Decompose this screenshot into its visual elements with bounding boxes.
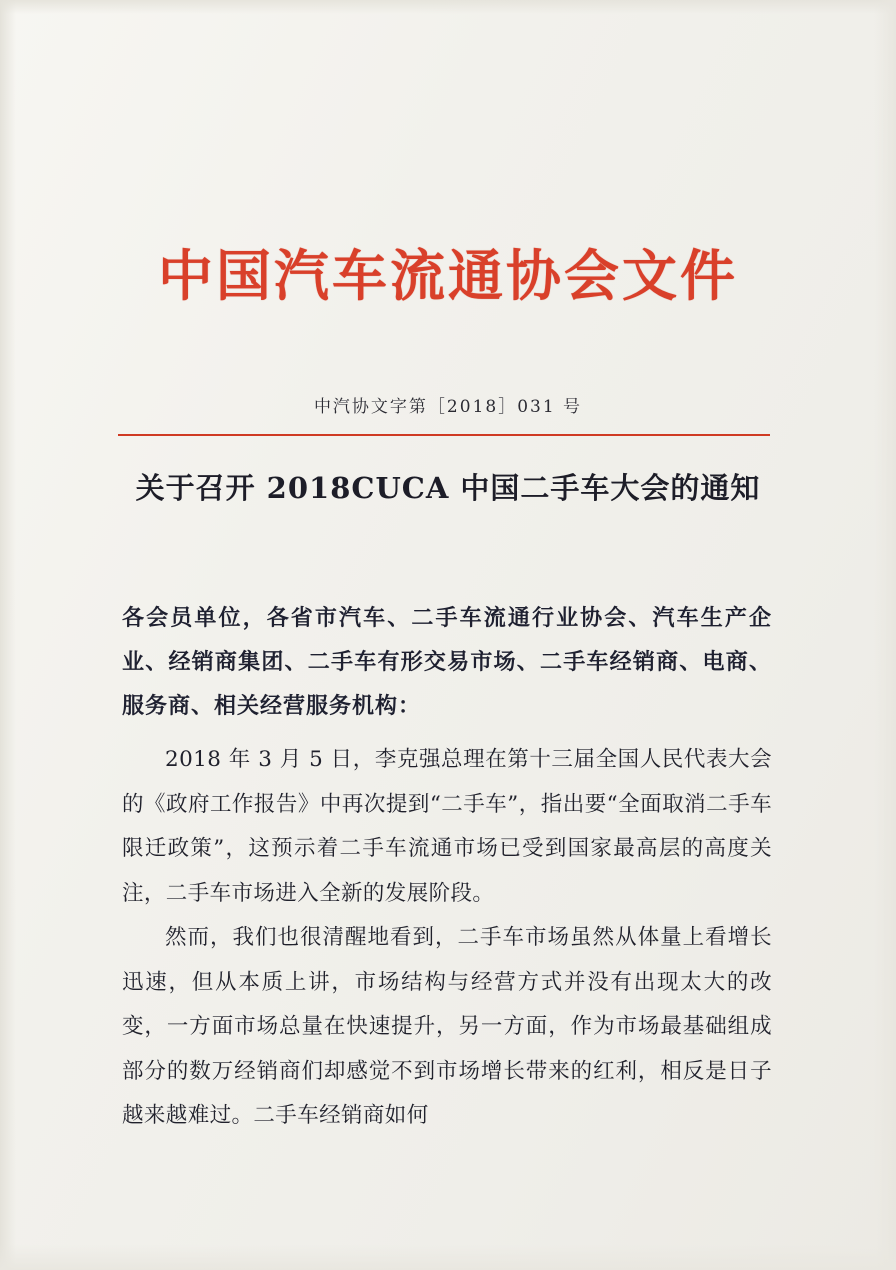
salutation-text: 各会员单位，各省市汽车、二手车流通行业协会、汽车生产企业、经销商集团、二手车有形交易市场、二手车经销商、电商、服务商、相关经营服务机构： — [122, 605, 772, 719]
paper-edge-right — [874, 0, 896, 1270]
body-paragraph-2: 然而，我们也很清醒地看到，二手车市场虽然从体量上看增长迅速，但从本质上讲，市场结构与经营方式并没有出现太大的改变，一方面市场总量在快速提升，另一方面，作为市场最基础组成部分的数万经销商们却感觉不到市场增长带来的红利，相反是日子越来越难过。二手车经销商如何 — [122, 925, 772, 1128]
body-paragraph-1: 2018 年 3 月 5 日，李克强总理在第十三届全国人民代表大会的《政府工作报告》中再次提到“二手车”，指出要“全面取消二手车限迁政策”，这预示着二手车流通市场已受到国家最高层的高度关注，二手车市场进入全新的发展阶段。 — [122, 747, 772, 906]
paper-edge-left — [0, 0, 16, 1270]
document-body — [122, 596, 772, 1139]
organization-title: 中国汽车流通协会文件 — [157, 243, 738, 308]
document-title: 关于召开 2018CUCA 中国二手车大会的通知 — [135, 471, 761, 505]
document-header — [0, 232, 896, 311]
paper-edge-top — [0, 0, 896, 14]
document-number: 中汽协文字第［2018］031 号 — [313, 397, 583, 417]
paper-edge-bottom — [0, 1244, 896, 1270]
red-divider-rule — [118, 434, 770, 436]
